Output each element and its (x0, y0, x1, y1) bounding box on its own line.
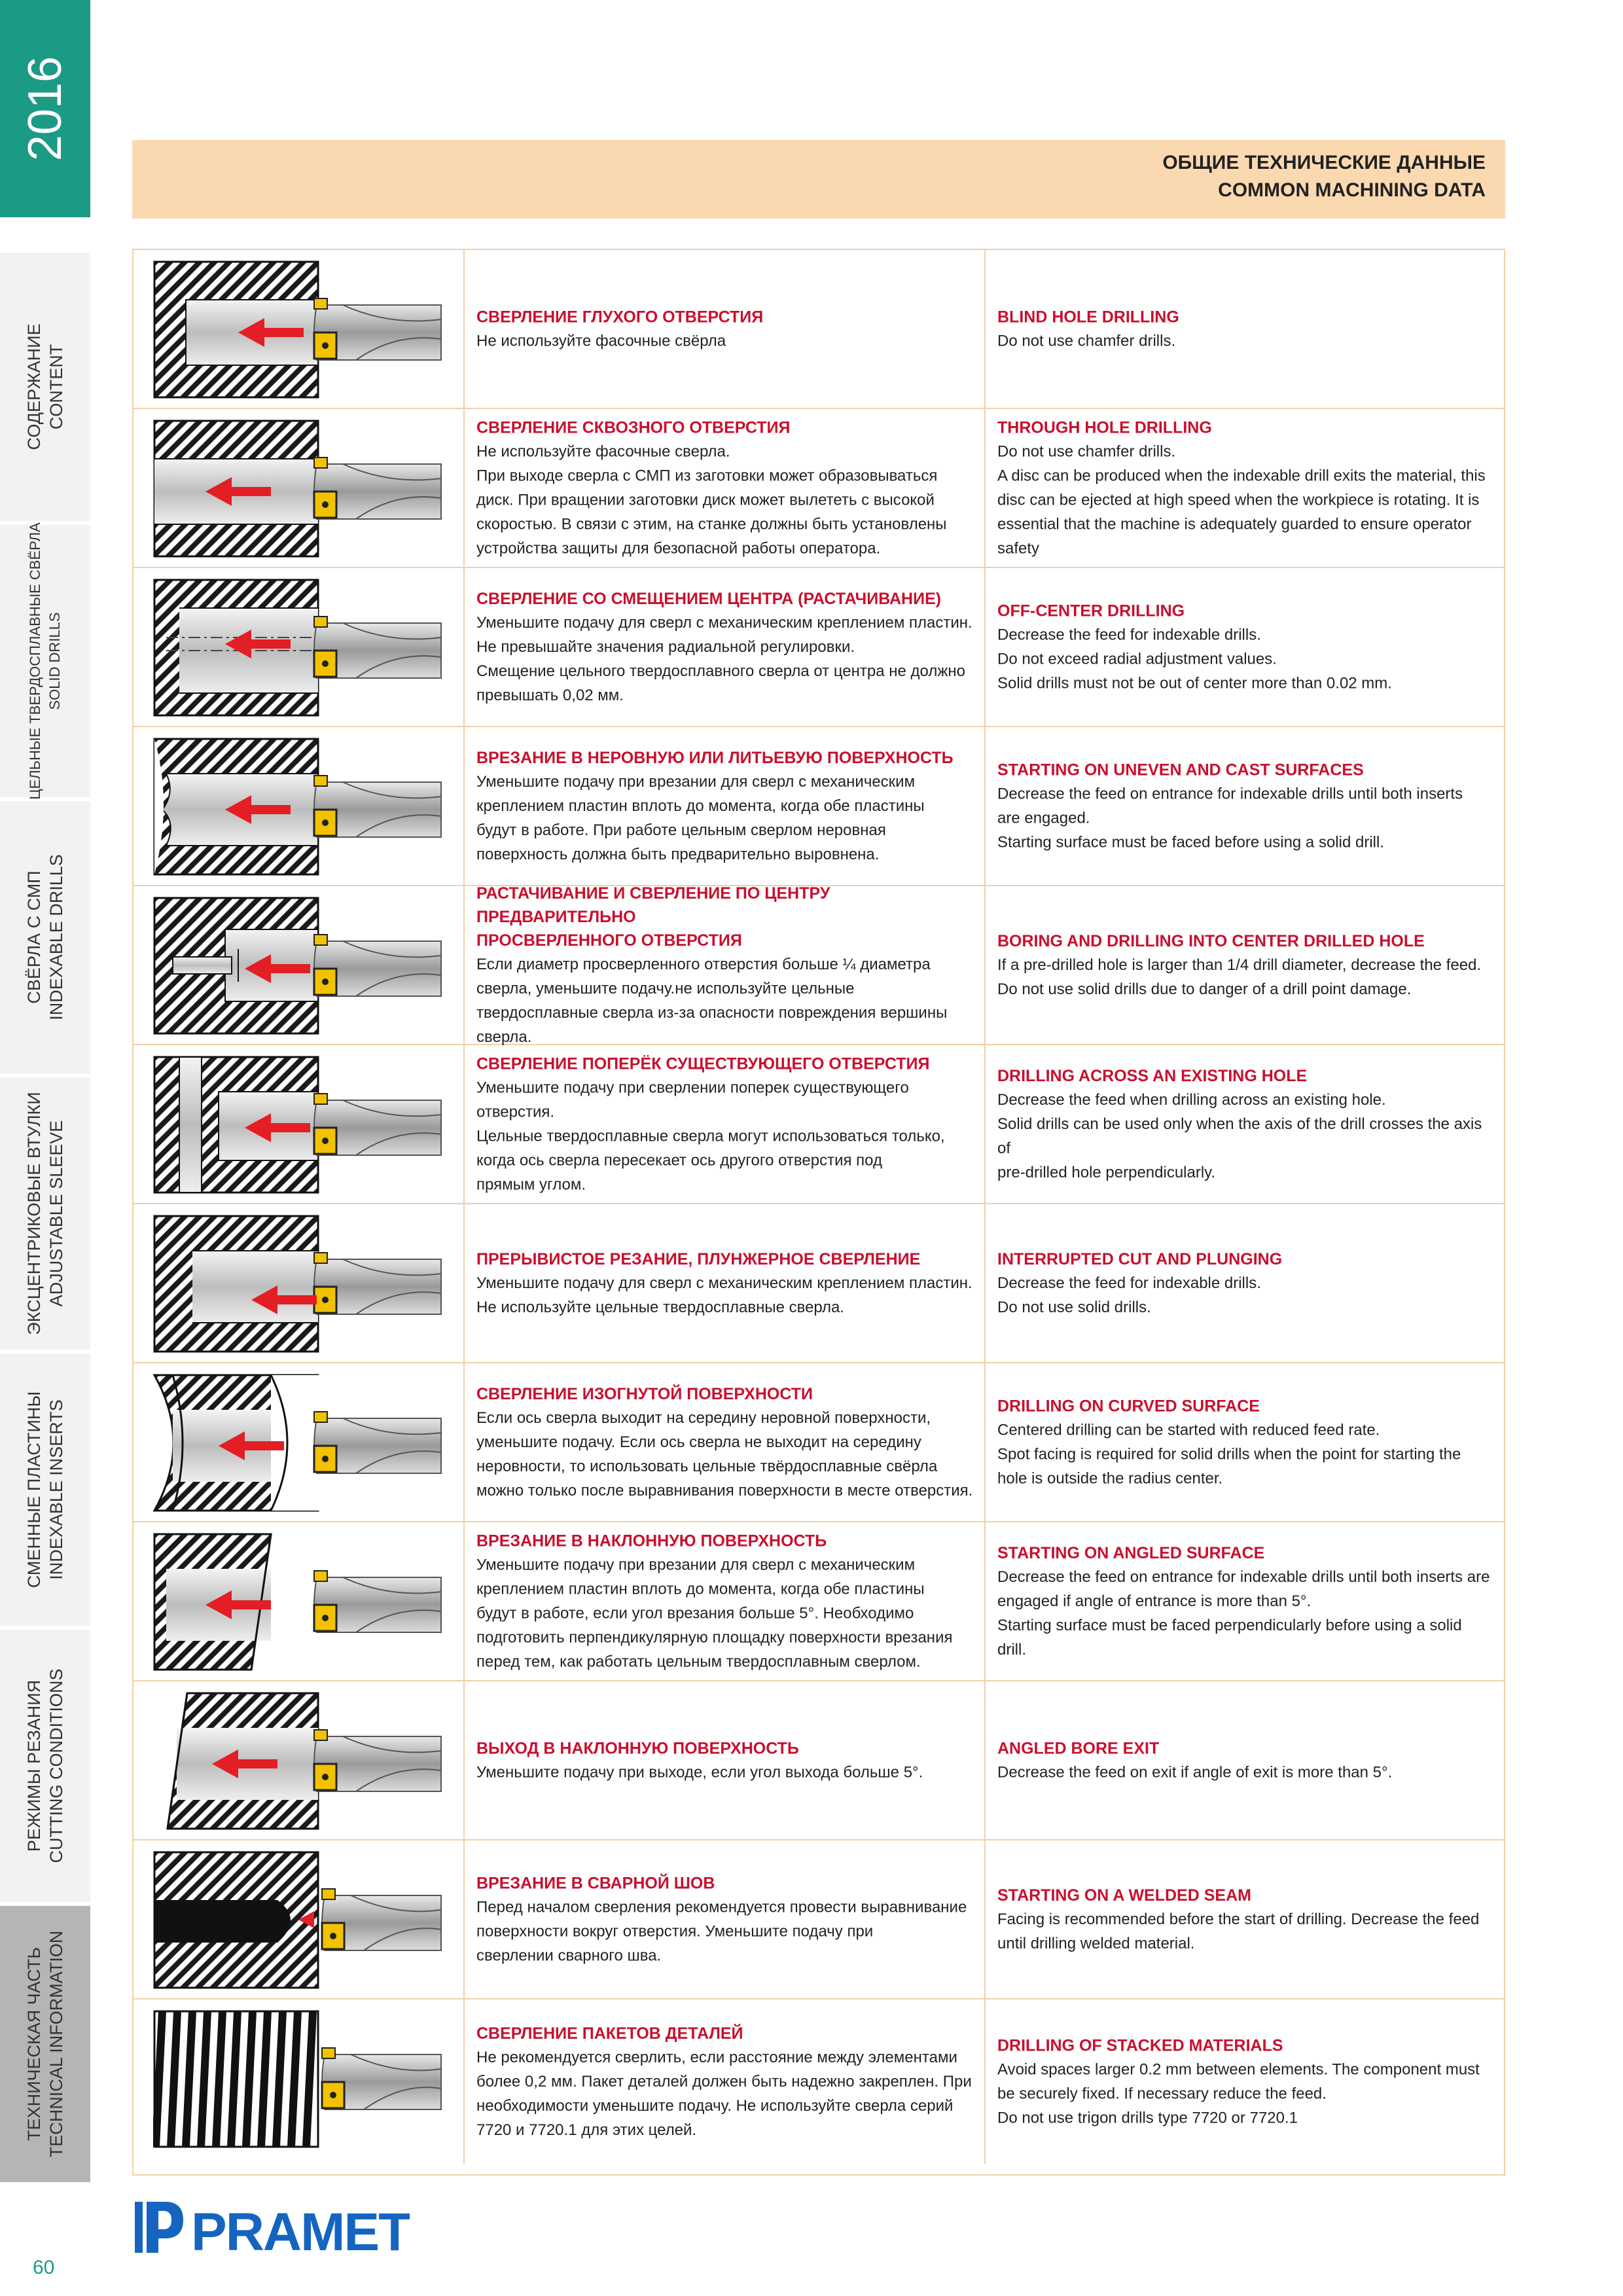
row-text-en: Decrease the feed on exit if angle of exit is more than 5°. (997, 1763, 1393, 1781)
sidebar-tab-label-en: INDEXABLE DRILLS (46, 854, 66, 1020)
diagram-cell (134, 1681, 465, 1839)
row-title-en: THROUGH HOLE DRILLING (997, 418, 1212, 437)
row-title-ru: ВРЕЗАНИЕ В НЕРОВНУЮ ИЛИ ЛИТЬЕВУЮ ПОВЕРХНОСТЬ (476, 748, 954, 767)
row-text-ru: Перед началом сверления рекомендуется провести выравнивание поверхности вокруг отверстия. Уменьшите подачу при сверлении сварного шва. (476, 1898, 967, 1964)
sidebar-tab-label-en: CUTTING CONDITIONS (46, 1668, 66, 1863)
row-text-en: Do not use chamfer drills. (997, 332, 1176, 350)
row-text-en: Do not use chamfer drills. A disc can be produced when the indexable drill exits the material, this disc can be ejected at high speed when the workpiece is rotating. It is essential that the machine is adequately guarded to ensure operator safety (997, 442, 1486, 557)
drill-icon (314, 1412, 441, 1473)
row-text-ru: Уменьшите подачу при сверлении поперек существующего отверстия. Цельные твердосплавные сверла могут использоваться только, когда ось сверла пересекает ось другого отверстия под прямым углом. (476, 1079, 945, 1193)
sidebar-tab-label-en: TECHNICAL INFORMATION (46, 1930, 66, 2158)
sidebar-tab-label-en: SOLID DRILLS (46, 612, 63, 710)
year-label: 2016 (19, 56, 71, 162)
row-title-ru: ВРЕЗАНИЕ В СВАРНОЙ ШОВ (476, 1874, 715, 1892)
sidebar-tab-label-ru: РЕЖИМЫ РЕЗАНИЯ (24, 1679, 44, 1852)
drill-icon (322, 2048, 441, 2109)
page-number: 60 (33, 2257, 55, 2278)
sidebar-tab-label-ru: СМЕННЫЕ ПЛАСТИНЫ (24, 1391, 44, 1588)
row-title-ru: СВЕРЛЕНИЕ ГЛУХОГО ОТВЕРСТИЯ (476, 308, 764, 326)
sidebar-tab-label-en: INDEXABLE INSERTS (46, 1399, 66, 1580)
table-row (134, 886, 1504, 1045)
russian-text-cell (465, 250, 986, 408)
drill-icon (314, 1571, 441, 1632)
sidebar-tab-solid-drills[interactable] (0, 522, 90, 801)
row-title-ru: РАСТАЧИВАНИЕ И СВЕРЛЕНИЕ ПО ЦЕНТРУ ПРЕДВАРИТЕЛЬНО ПРОСВЕРЛЕННОГО ОТВЕРСТИЯ (476, 884, 830, 950)
row-text-en: Decrease the feed for indexable drills. Do not use solid drills. (997, 1274, 1261, 1316)
header-title-en: COMMON MACHINING DATA (1218, 179, 1486, 201)
row-title-ru: ВЫХОД В НАКЛОННУЮ ПОВЕРХНОСТЬ (476, 1739, 799, 1757)
section-header (132, 140, 1505, 219)
drill-icon (314, 457, 441, 519)
diagram-cell (134, 1522, 465, 1680)
pramet-logo (135, 2199, 410, 2261)
sidebar-tab-technical-information[interactable] (0, 1906, 90, 2186)
row-text-ru: Уменьшите подачу при выходе, если угол выхода больше 5°. (476, 1763, 923, 1781)
row-text-en: Decrease the feed on entrance for indexable drills until both inserts are engaged. Starting surface must be faced before using a solid drill. (997, 785, 1463, 851)
row-title-en: STARTING ON UNEVEN AND CAST SURFACES (997, 761, 1364, 779)
english-text-cell (986, 727, 1504, 885)
row-title-ru: ВРЕЗАНИЕ В НАКЛОННУЮ ПОВЕРХНОСТЬ (476, 1532, 827, 1550)
row-title-en: DRILLING OF STACKED MATERIALS (997, 2036, 1283, 2054)
sidebar-tab-content[interactable] (0, 253, 90, 525)
row-text-ru: Уменьшите подачу при врезании для сверл с механическим креплением пластин вплоть до момента, когда обе пластины будут в работе, если угол врезания больше 5°. Необходимо подготовить перпендикулярную площадку поверхности врезания перед тем, как работать цельным твердосплавным сверлом. (476, 1556, 953, 1670)
english-text-cell (986, 886, 1504, 1044)
english-text-cell (986, 1045, 1504, 1203)
table-row (134, 727, 1504, 886)
sidebar-tab-indexable-drills[interactable] (0, 801, 90, 1077)
sidebar-tab-label-ru: ЦЕЛЬНЫЕ ТВЕРДОСПЛАВНЫЕ СВЁРЛА (27, 522, 43, 800)
machining-data-table (132, 249, 1505, 2176)
diagram-cell (134, 2000, 465, 2164)
logo-text: PRAMET (191, 2202, 410, 2258)
table-row (134, 409, 1504, 568)
drill-icon (314, 1094, 441, 1155)
russian-text-cell (465, 1045, 986, 1203)
table-row (134, 1840, 1504, 2000)
english-text-cell (986, 1840, 1504, 1998)
drill-icon (314, 776, 441, 837)
row-title-ru: СВЕРЛЕНИЕ СО СМЕЩЕНИЕМ ЦЕНТРА (РАСТАЧИВАНИЕ) (476, 589, 942, 608)
english-text-cell (986, 1204, 1504, 1362)
drill-icon (314, 617, 441, 678)
diagram-cell (134, 1045, 465, 1203)
row-text-ru: Не используйте фасочные свёрла (476, 332, 726, 350)
row-title-ru: СВЕРЛЕНИЕ ИЗОГНУТОЙ ПОВЕРХНОСТИ (476, 1384, 813, 1403)
header-title-ru: ОБЩИЕ ТЕХНИЧЕСКИЕ ДАННЫЕ (1162, 152, 1486, 173)
table-row (134, 1204, 1504, 1363)
row-title-en: DRILLING ACROSS AN EXISTING HOLE (997, 1066, 1308, 1085)
row-text-ru: Уменьшите подачу для сверл с механическим креплением пластин. Не превышайте значения радиальной регулировки. Смещение цельного твердосплавного сверла от центра не должно превышать 0,02 мм. (476, 613, 972, 704)
row-text-ru: Если диаметр просверленного отверстия больше ¼ диаметра сверла, уменьшите подачу.не используйте цельные твердосплавные сверла из-за опасности повреждения вершины сверла. (476, 955, 948, 1046)
russian-text-cell (465, 1363, 986, 1521)
diagram-cell (134, 886, 465, 1044)
sidebar-tab-label-en: CONTENT (46, 344, 66, 430)
diagram-cell (134, 727, 465, 885)
row-title-ru: СВЕРЛЕНИЕ ПОПЕРЁК СУЩЕСТВУЮЩЕГО ОТВЕРСТИЯ (476, 1054, 930, 1073)
drill-icon (314, 298, 441, 360)
russian-text-cell (465, 568, 986, 726)
row-text-en: Decrease the feed on entrance for indexable drills until both inserts are engaged if angle of entrance is more than 5°. Starting surface must be faced perpendicularly before using a solid drill. (997, 1568, 1490, 1659)
english-text-cell (986, 2000, 1504, 2164)
sidebar-tab-label-ru: СВЁРЛА С СМП (24, 870, 44, 1004)
table-row (134, 1522, 1504, 1681)
table-row (134, 568, 1504, 727)
russian-text-cell (465, 727, 986, 885)
russian-text-cell (465, 409, 986, 567)
table-row (134, 1045, 1504, 1204)
row-text-en: Decrease the feed for indexable drills. Do not exceed radial adjustment values. Solid drills must not be out of center more than 0.02 mm. (997, 626, 1392, 692)
english-text-cell (986, 409, 1504, 567)
english-text-cell (986, 568, 1504, 726)
row-text-ru: Если ось сверла выходит на середину неровной поверхности, уменьшите подачу. Если ось сверла не выходит на середину неровности, то использовать цельные твёрдосплавные свёрла можно только после выравнивания поверхности в месте отверстия. (476, 1408, 973, 1499)
year-block (0, 0, 90, 217)
english-text-cell (986, 1363, 1504, 1521)
sidebar-tab-indexable-inserts[interactable] (0, 1354, 90, 1630)
english-text-cell (986, 1522, 1504, 1680)
table-row (134, 1681, 1504, 1840)
row-title-ru: ПРЕРЫВИСТОЕ РЕЗАНИЕ, ПЛУНЖЕРНОЕ СВЕРЛЕНИЕ (476, 1249, 921, 1268)
sidebar (0, 0, 90, 2296)
row-title-en: STARTING ON ANGLED SURFACE (997, 1543, 1265, 1562)
russian-text-cell (465, 1204, 986, 1362)
russian-text-cell (465, 886, 986, 1044)
row-title-ru: СВЕРЛЕНИЕ ПАКЕТОВ ДЕТАЛЕЙ (476, 2024, 743, 2043)
row-title-en: BLIND HOLE DRILLING (997, 308, 1179, 326)
diagram-cell (134, 409, 465, 567)
row-title-en: INTERRUPTED CUT AND PLUNGING (997, 1249, 1283, 1268)
row-text-en: Facing is recommended before the start of drilling. Decrease the feed until drilling welded material. (997, 1910, 1480, 1952)
russian-text-cell (465, 2000, 986, 2164)
row-text-ru: Не используйте фасочные сверла. При выходе сверла с СМП из заготовки может образовываться диск. При вращении заготовки диск может вылететь с высокой скоростью. В связи с этим, на станке должны быть установлены устройства защиты для безопасной работы оператора. (476, 442, 947, 557)
russian-text-cell (465, 1681, 986, 1839)
row-title-en: ANGLED BORE EXIT (997, 1739, 1160, 1757)
diagram-cell (134, 568, 465, 726)
diagram-cell (134, 1840, 465, 1998)
table-row (134, 250, 1504, 409)
russian-text-cell (465, 1840, 986, 1998)
row-text-ru: Уменьшите подачу для сверл с механическим креплением пластин. Не используйте цельные твердосплавные сверла. (476, 1274, 972, 1316)
row-text-ru: Уменьшите подачу при врезании для сверл с механическим креплением пластин вплоть до момента, когда обе пластины будут в работе. При работе цельным сверлом неровная поверхность должна быть предварительно выровнена. (476, 772, 925, 863)
row-title-ru: СВЕРЛЕНИЕ СКВОЗНОГО ОТВЕРСТИЯ (476, 418, 791, 437)
row-text-en: Centered drilling can be started with reduced feed rate. Spot facing is required for solid drills when the point for starting the hole is outside the radius center. (997, 1421, 1461, 1487)
drill-icon (314, 935, 441, 996)
row-text-en: If a pre-drilled hole is larger than 1/4 drill diameter, decrease the feed. Do not use solid drills due to danger of a drill point damage. (997, 956, 1482, 998)
drill-icon (314, 1730, 441, 1791)
row-text-ru: Не рекомендуется сверлить, если расстояние между элементами более 0,2 мм. Пакет деталей должен быть надежно закреплен. При необходимости уменьшите подачу. Не используйте сверла серий 7720 и 7720.1 для этих целей. (476, 2048, 972, 2139)
row-text-en: Decrease the feed when drilling across an existing hole. Solid drills can be used only when the axis of the drill crosses the axis of pre-drilled hole perpendicularly. (997, 1090, 1482, 1181)
row-title-en: DRILLING ON CURVED SURFACE (997, 1397, 1260, 1415)
drill-icon (322, 1889, 441, 1950)
sidebar-tab-label-ru: ТЕХНИЧЕСКАЯ ЧАСТЬ (24, 1947, 44, 2141)
sidebar-tab-adjustable-sleeve[interactable] (0, 1077, 90, 1354)
diagram-cell (134, 1363, 465, 1521)
row-title-en: STARTING ON A WELDED SEAM (997, 1886, 1251, 1905)
table-row (134, 1363, 1504, 1522)
english-text-cell (986, 1681, 1504, 1839)
diagram-cell (134, 250, 465, 408)
sidebar-tab-label-ru: СОДЕРЖАНИЕ (24, 323, 44, 450)
drill-icon (314, 1253, 441, 1314)
russian-text-cell (465, 1522, 986, 1680)
sidebar-tab-label-ru: ЭКСЦЕНТРИКОВЫЕ ВТУЛКИ (24, 1092, 44, 1335)
row-title-en: BORING AND DRILLING INTO CENTER DRILLED HOLE (997, 931, 1425, 950)
row-title-en: OFF-CENTER DRILLING (997, 601, 1185, 620)
row-text-en: Avoid spaces larger 0.2 mm between elements. The component must be securely fixed. If necessary reduce the feed. Do not use trigon drills type 7720 or 7720.1 (997, 2060, 1480, 2126)
sidebar-tab-label-en: ADJUSTABLE SLEEVE (46, 1120, 66, 1307)
diagram-cell (134, 1204, 465, 1362)
english-text-cell (986, 250, 1504, 408)
sidebar-tab-cutting-conditions[interactable] (0, 1630, 90, 1906)
table-row (134, 2000, 1504, 2164)
